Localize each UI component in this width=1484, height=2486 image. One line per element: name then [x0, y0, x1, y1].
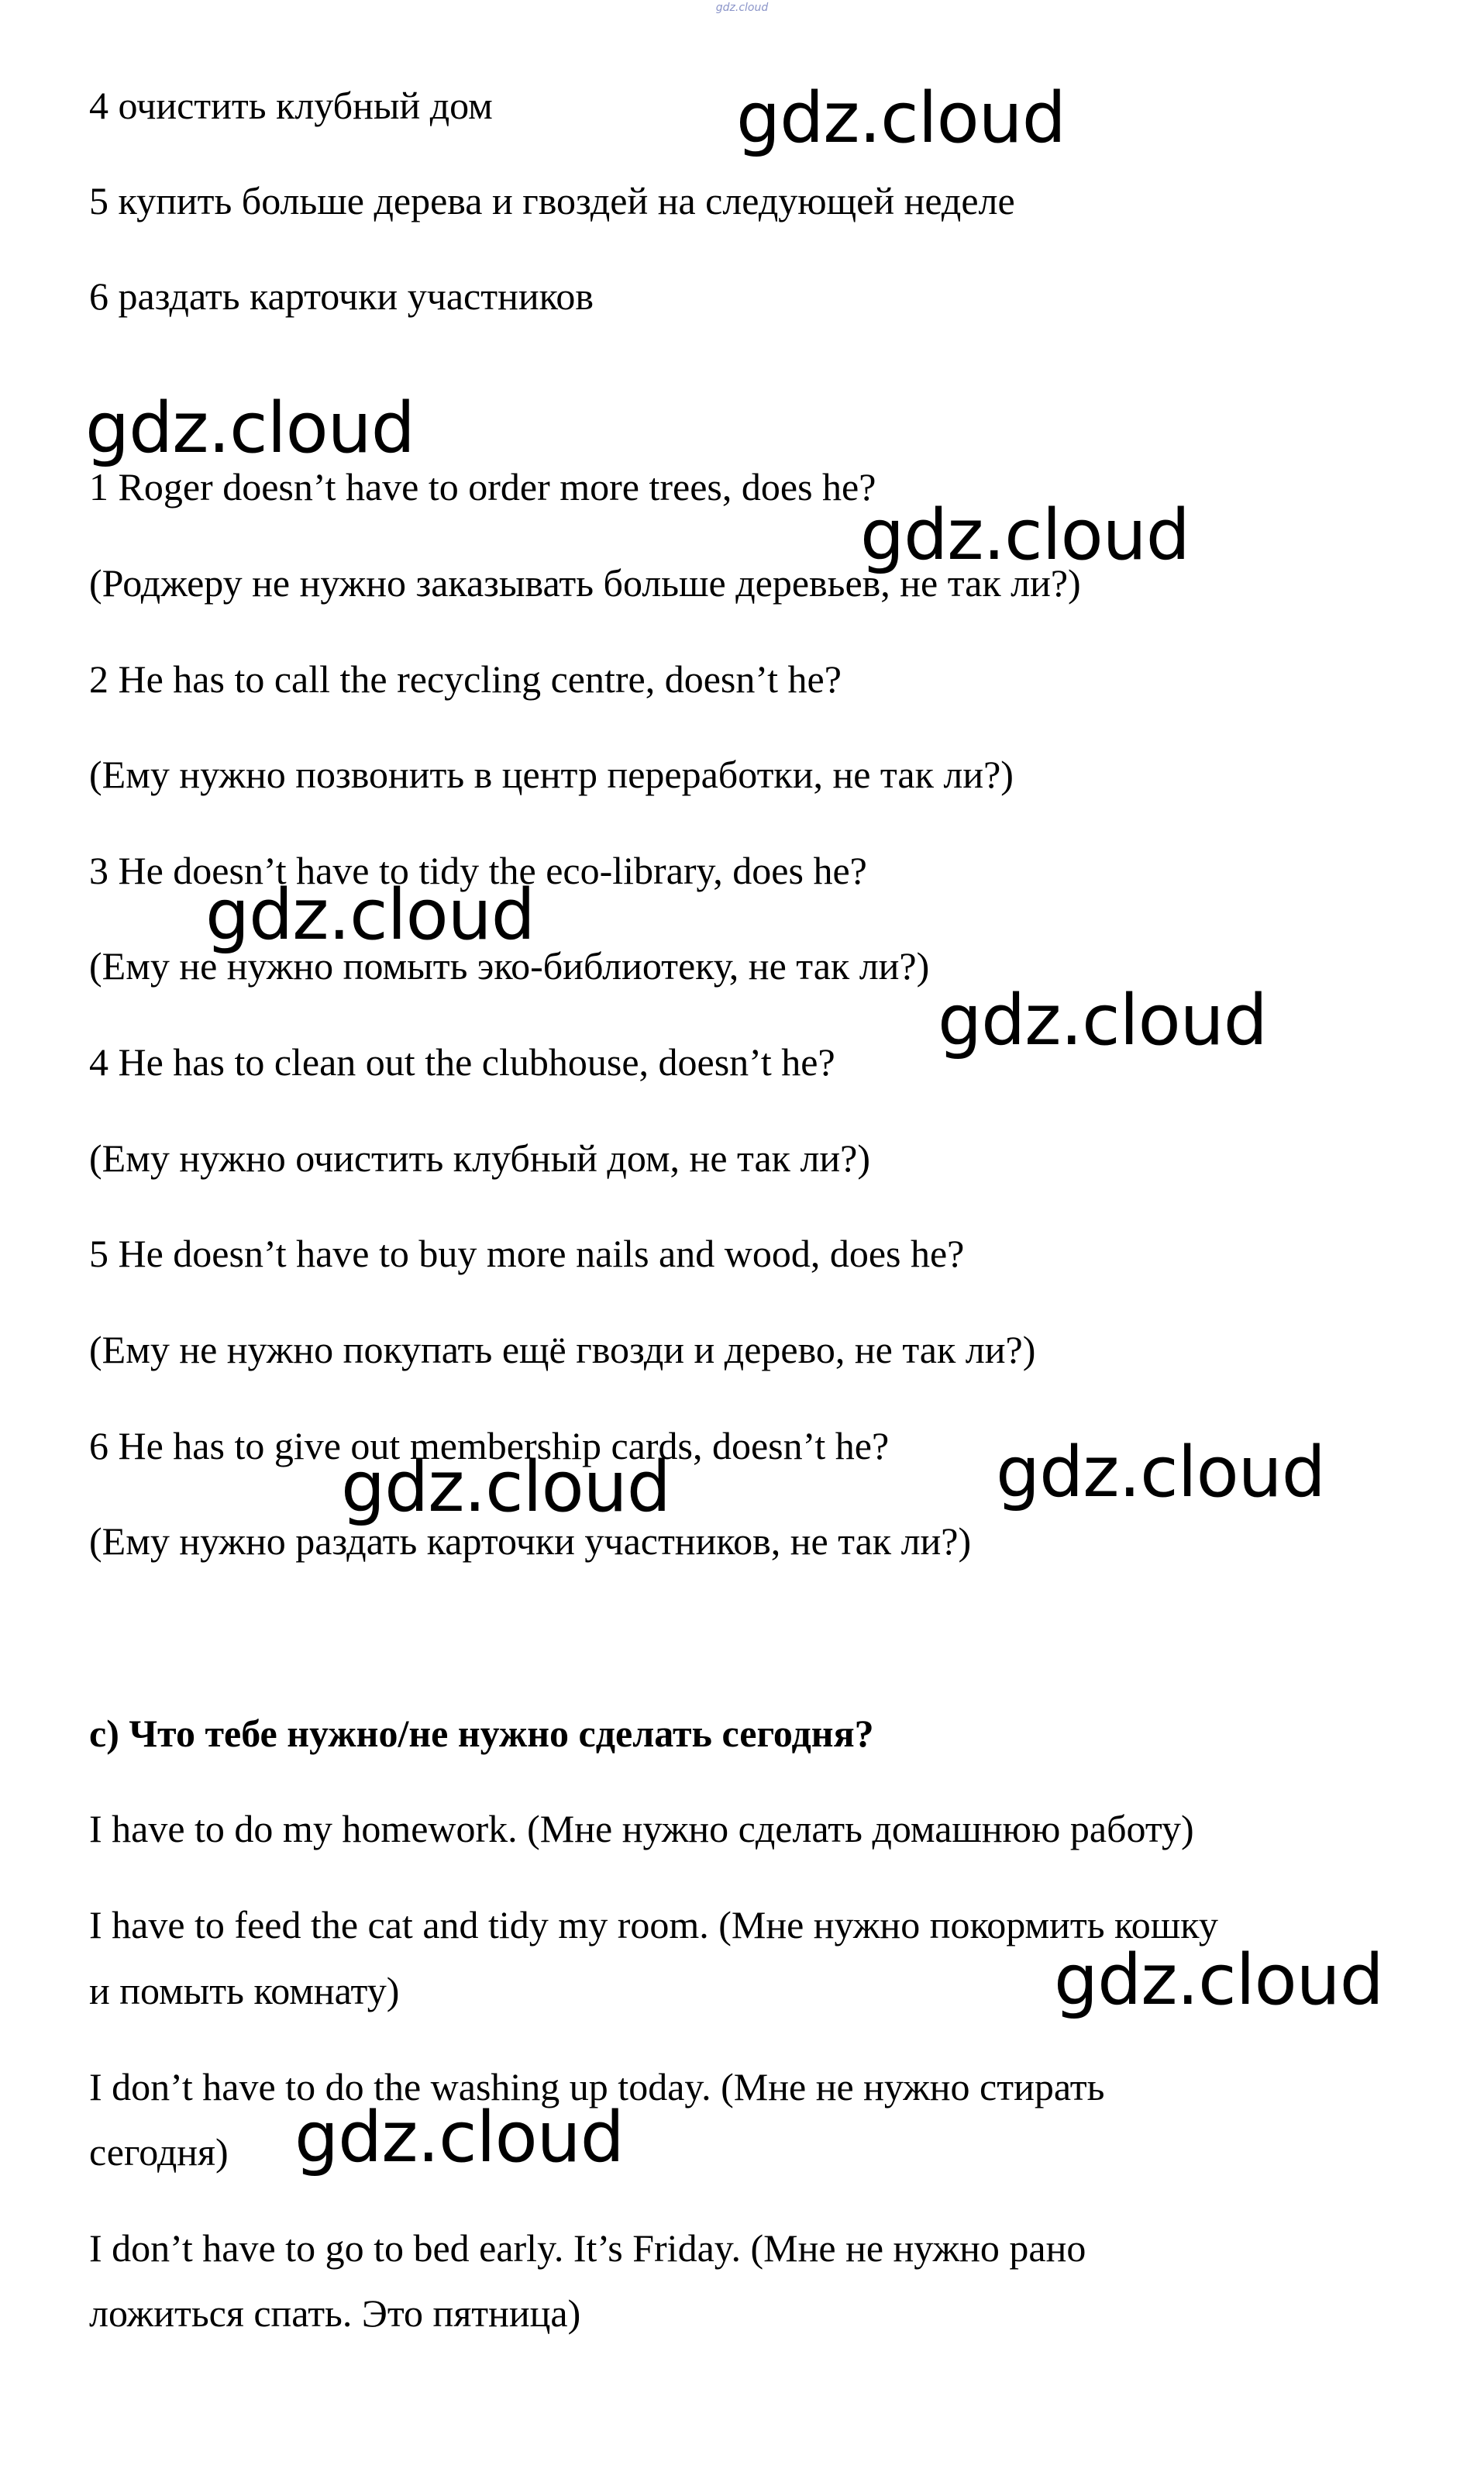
answer-line-5-en: 5 He doesn’t have to buy more nails and wood, does he?	[89, 1232, 965, 1275]
section-c-line: сегодня)	[89, 2130, 229, 2174]
section-c-line: I don’t have to go to bed early. It’s Friday. (Мне не нужно рано	[89, 2226, 1086, 2270]
answer-line-1-en: 1 Roger doesn’t have to order more trees, does he?	[89, 465, 876, 509]
answer-line-4-en: 4 He has to clean out the clubhouse, doesn’t he?	[89, 1040, 835, 1084]
answer-line-5-ru: (Ему не нужно покупать ещё гвозди и дерево, не так ли?)	[89, 1328, 1036, 1371]
watermark: gdz.cloud	[736, 78, 1066, 159]
task-line-4: 4 очистить клубный дом	[89, 84, 493, 127]
section-c-line: I have to do my homework. (Мне нужно сделать домашнюю работу)	[89, 1807, 1194, 1850]
watermark: gdz.cloud	[938, 980, 1267, 1061]
watermark: gdz.cloud	[85, 388, 415, 469]
section-c-line: ложиться спать. Это пятница)	[89, 2291, 581, 2335]
section-c-line: I have to feed the cat and tidy my room. (Мне нужно покормить кошку	[89, 1903, 1218, 1946]
watermark: gdz.cloud	[205, 874, 535, 956]
answer-line-2-ru: (Ему нужно позвонить в центр переработки, не так ли?)	[89, 753, 1014, 796]
answer-line-2-en: 2 He has to call the recycling centre, doesn’t he?	[89, 657, 842, 701]
answer-line-1-ru: (Роджеру не нужно заказывать больше деревьев, не так ли?)	[89, 561, 1081, 605]
watermark: gdz.cloud	[996, 1432, 1325, 1513]
section-c-heading: с) Что тебе нужно/не нужно сделать сегодня?	[89, 1712, 874, 1755]
task-line-5: 5 купить больше дерева и гвоздей на следующей неделе	[89, 179, 1015, 222]
task-line-6: 6 раздать карточки участников	[89, 274, 594, 318]
watermark: gdz.cloud	[341, 1446, 670, 1528]
watermark: gdz.cloud	[1054, 1939, 1383, 2021]
answer-line-4-ru: (Ему нужно очистить клубный дом, не так ли?)	[89, 1136, 871, 1180]
answer-line-3-en: 3 He doesn’t have to tidy the eco-library, does he?	[89, 849, 867, 892]
answer-line-6-ru: (Ему нужно раздать карточки участников, не так ли?)	[89, 1519, 972, 1563]
watermark: gdz.cloud	[860, 495, 1190, 576]
site-mark: gdz.cloud	[715, 2, 769, 14]
section-c-line: и помыть комнату)	[89, 1969, 400, 2012]
watermark: gdz.cloud	[294, 2097, 624, 2178]
section-c-line: I don’t have to do the washing up today. (Мне не нужно стирать	[89, 2065, 1105, 2108]
answer-line-6-en: 6 He has to give out membership cards, doesn’t he?	[89, 1424, 890, 1467]
answer-line-3-ru: (Ему не нужно помыть эко-библиотеку, не так ли?)	[89, 944, 930, 988]
